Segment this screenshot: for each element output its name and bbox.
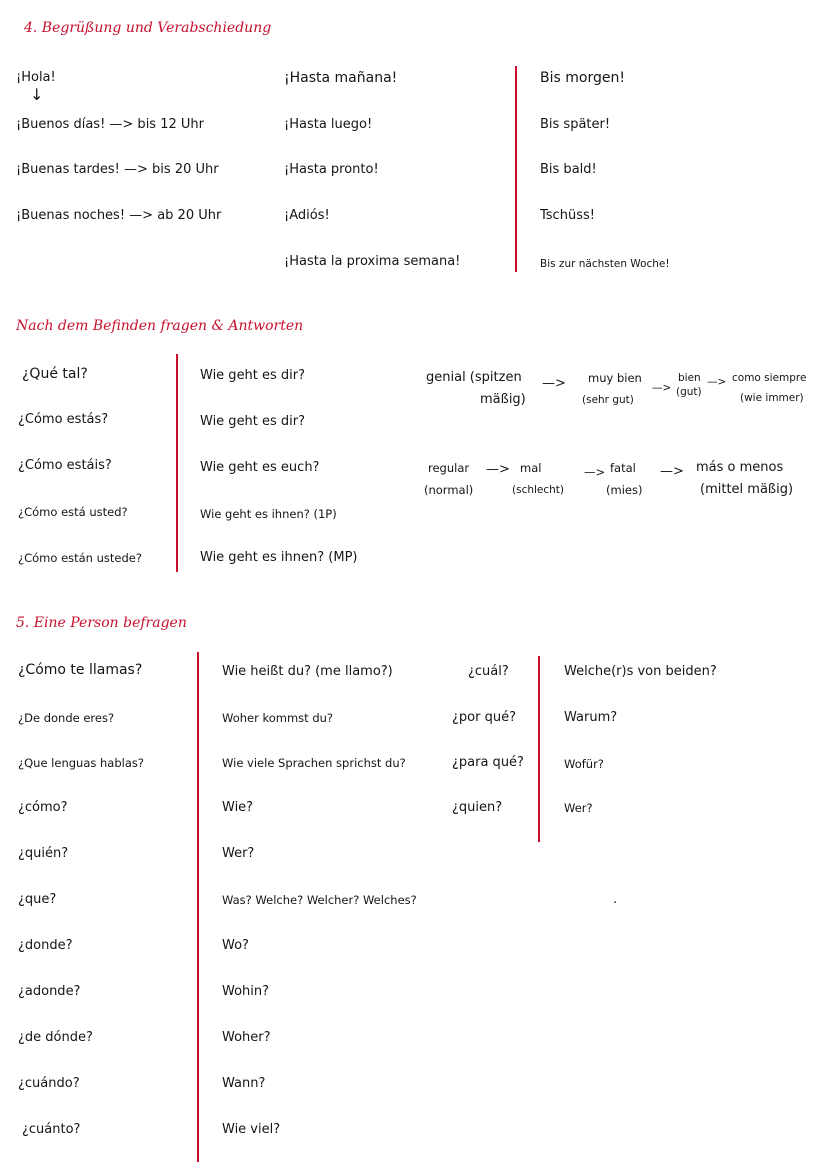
wellbeing-question-de: Wie geht es ihnen? (1P) [200,507,337,521]
interview-question-es: ¿De donde eres? [18,711,115,725]
interview-extra-es: ¿cuál? [468,664,509,679]
answer-word: bien [678,372,701,384]
interview-question-es: ¿de dónde? [18,1030,93,1045]
interview-question-de: Wie? [222,800,254,815]
wellbeing-question-es: ¿Cómo están ustede? [18,551,142,565]
farewell-de: Bis bald! [540,162,597,177]
answer-word: genial (spitzen [426,370,522,385]
interview-question-de: Wohin? [222,984,270,999]
farewell-de: Tschüss! [540,208,595,223]
answer-word: muy bien [588,371,642,385]
interview-question-de: Wie viel? [222,1122,281,1137]
interview-extra-es: ¿por qué? [452,710,516,725]
interview-question-es: ¿cuándo? [18,1076,80,1091]
farewell-es: ¡Hasta la proxima semana! [284,254,461,269]
farewell-de: Bis später! [540,117,611,132]
divider-line [197,652,199,1162]
answer-word: (mies) [606,483,643,497]
section-heading-interview: 5. Eine Person befragen [16,615,187,631]
farewell-de: Bis zur nächsten Woche! [540,258,670,270]
divider-line [515,66,517,272]
answer-word: mäßig) [480,392,526,407]
wellbeing-question-de: Wie geht es ihnen? (MP) [200,550,358,565]
farewell-es: ¡Hasta luego! [284,117,373,132]
interview-question-es: ¿que? [18,892,57,907]
wellbeing-question-es: ¿Qué tal? [22,366,88,382]
wellbeing-question-es: ¿Cómo está usted? [18,505,128,519]
interview-extra-de: Wer? [564,801,593,815]
interview-question-es: ¿cuánto? [22,1122,81,1137]
answer-word: (sehr gut) [582,394,634,406]
interview-question-de: Wann? [222,1076,266,1091]
answer-word: regular [428,461,470,475]
interview-question-de: Wo? [222,938,249,953]
answer-word: (wie immer) [740,392,804,404]
interview-question-es: ¿donde? [18,938,73,953]
section-heading-greetings: 4. Begrüßung und Verabschiedung [24,20,272,36]
answer-word: mal [520,461,542,475]
interview-extra-de: Welche(r)s von beiden? [564,664,717,679]
arrow-right-icon: —> [542,376,566,391]
interview-question-es: ¿Cómo te llamas? [18,662,143,678]
interview-question-de: Wie viele Sprachen sprichst du? [222,756,406,770]
stray-dot: . [613,892,618,907]
arrow-right-icon: —> [584,465,606,479]
arrow-right-icon: —> [486,462,510,477]
interview-question-es: ¿cómo? [18,800,68,815]
interview-question-de: Was? Welche? Welcher? Welches? [222,893,417,907]
answer-word: como siempre [732,372,807,384]
interview-extra-de: Warum? [564,710,618,725]
farewell-es: ¡Hasta pronto! [284,162,379,177]
greeting-item: ¡Buenas noches! —> ab 20 Uhr [16,208,222,223]
farewell-es: ¡Hasta mañana! [284,70,398,86]
greeting-item: ¡Buenos días! —> bis 12 Uhr [16,117,204,132]
farewell-de: Bis morgen! [540,70,625,86]
down-arrow-icon: ↓ [30,85,44,104]
interview-extra-es: ¿quien? [452,800,503,815]
answer-word: (normal) [424,483,474,497]
answer-word: fatal [610,461,636,475]
answer-word: (gut) [676,386,702,398]
interview-extra-de: Wofür? [564,757,604,771]
interview-question-es: ¿Que lenguas hablas? [18,756,144,770]
interview-question-de: Woher kommst du? [222,711,334,725]
answer-word: (mittel mäßig) [700,482,794,497]
interview-question-es: ¿quién? [18,846,69,861]
interview-question-de: Wie heißt du? (me llamo?) [222,664,393,679]
arrow-right-icon: —> [707,376,727,388]
wellbeing-question-es: ¿Cómo estáis? [18,458,112,473]
wellbeing-question-de: Wie geht es dir? [200,414,306,429]
wellbeing-question-es: ¿Cómo estás? [18,412,109,427]
divider-line [538,656,540,842]
interview-question-de: Wer? [222,846,255,861]
greeting-item: ¡Buenas tardes! —> bis 20 Uhr [16,162,219,177]
answer-word: más o menos [696,460,784,475]
wellbeing-question-de: Wie geht es dir? [200,368,306,383]
section-heading-wellbeing: Nach dem Befinden fragen & Antworten [16,318,304,334]
interview-question-de: Woher? [222,1030,271,1045]
greeting-item: ¡Hola! [16,70,56,85]
wellbeing-question-de: Wie geht es euch? [200,460,320,475]
interview-extra-es: ¿para qué? [452,755,524,770]
answer-word: (schlecht) [512,484,565,496]
arrow-right-icon: —> [660,464,684,479]
interview-question-es: ¿adonde? [18,984,81,999]
farewell-es: ¡Adiós! [284,208,330,223]
arrow-right-icon: —> [652,382,672,394]
divider-line [176,354,178,572]
